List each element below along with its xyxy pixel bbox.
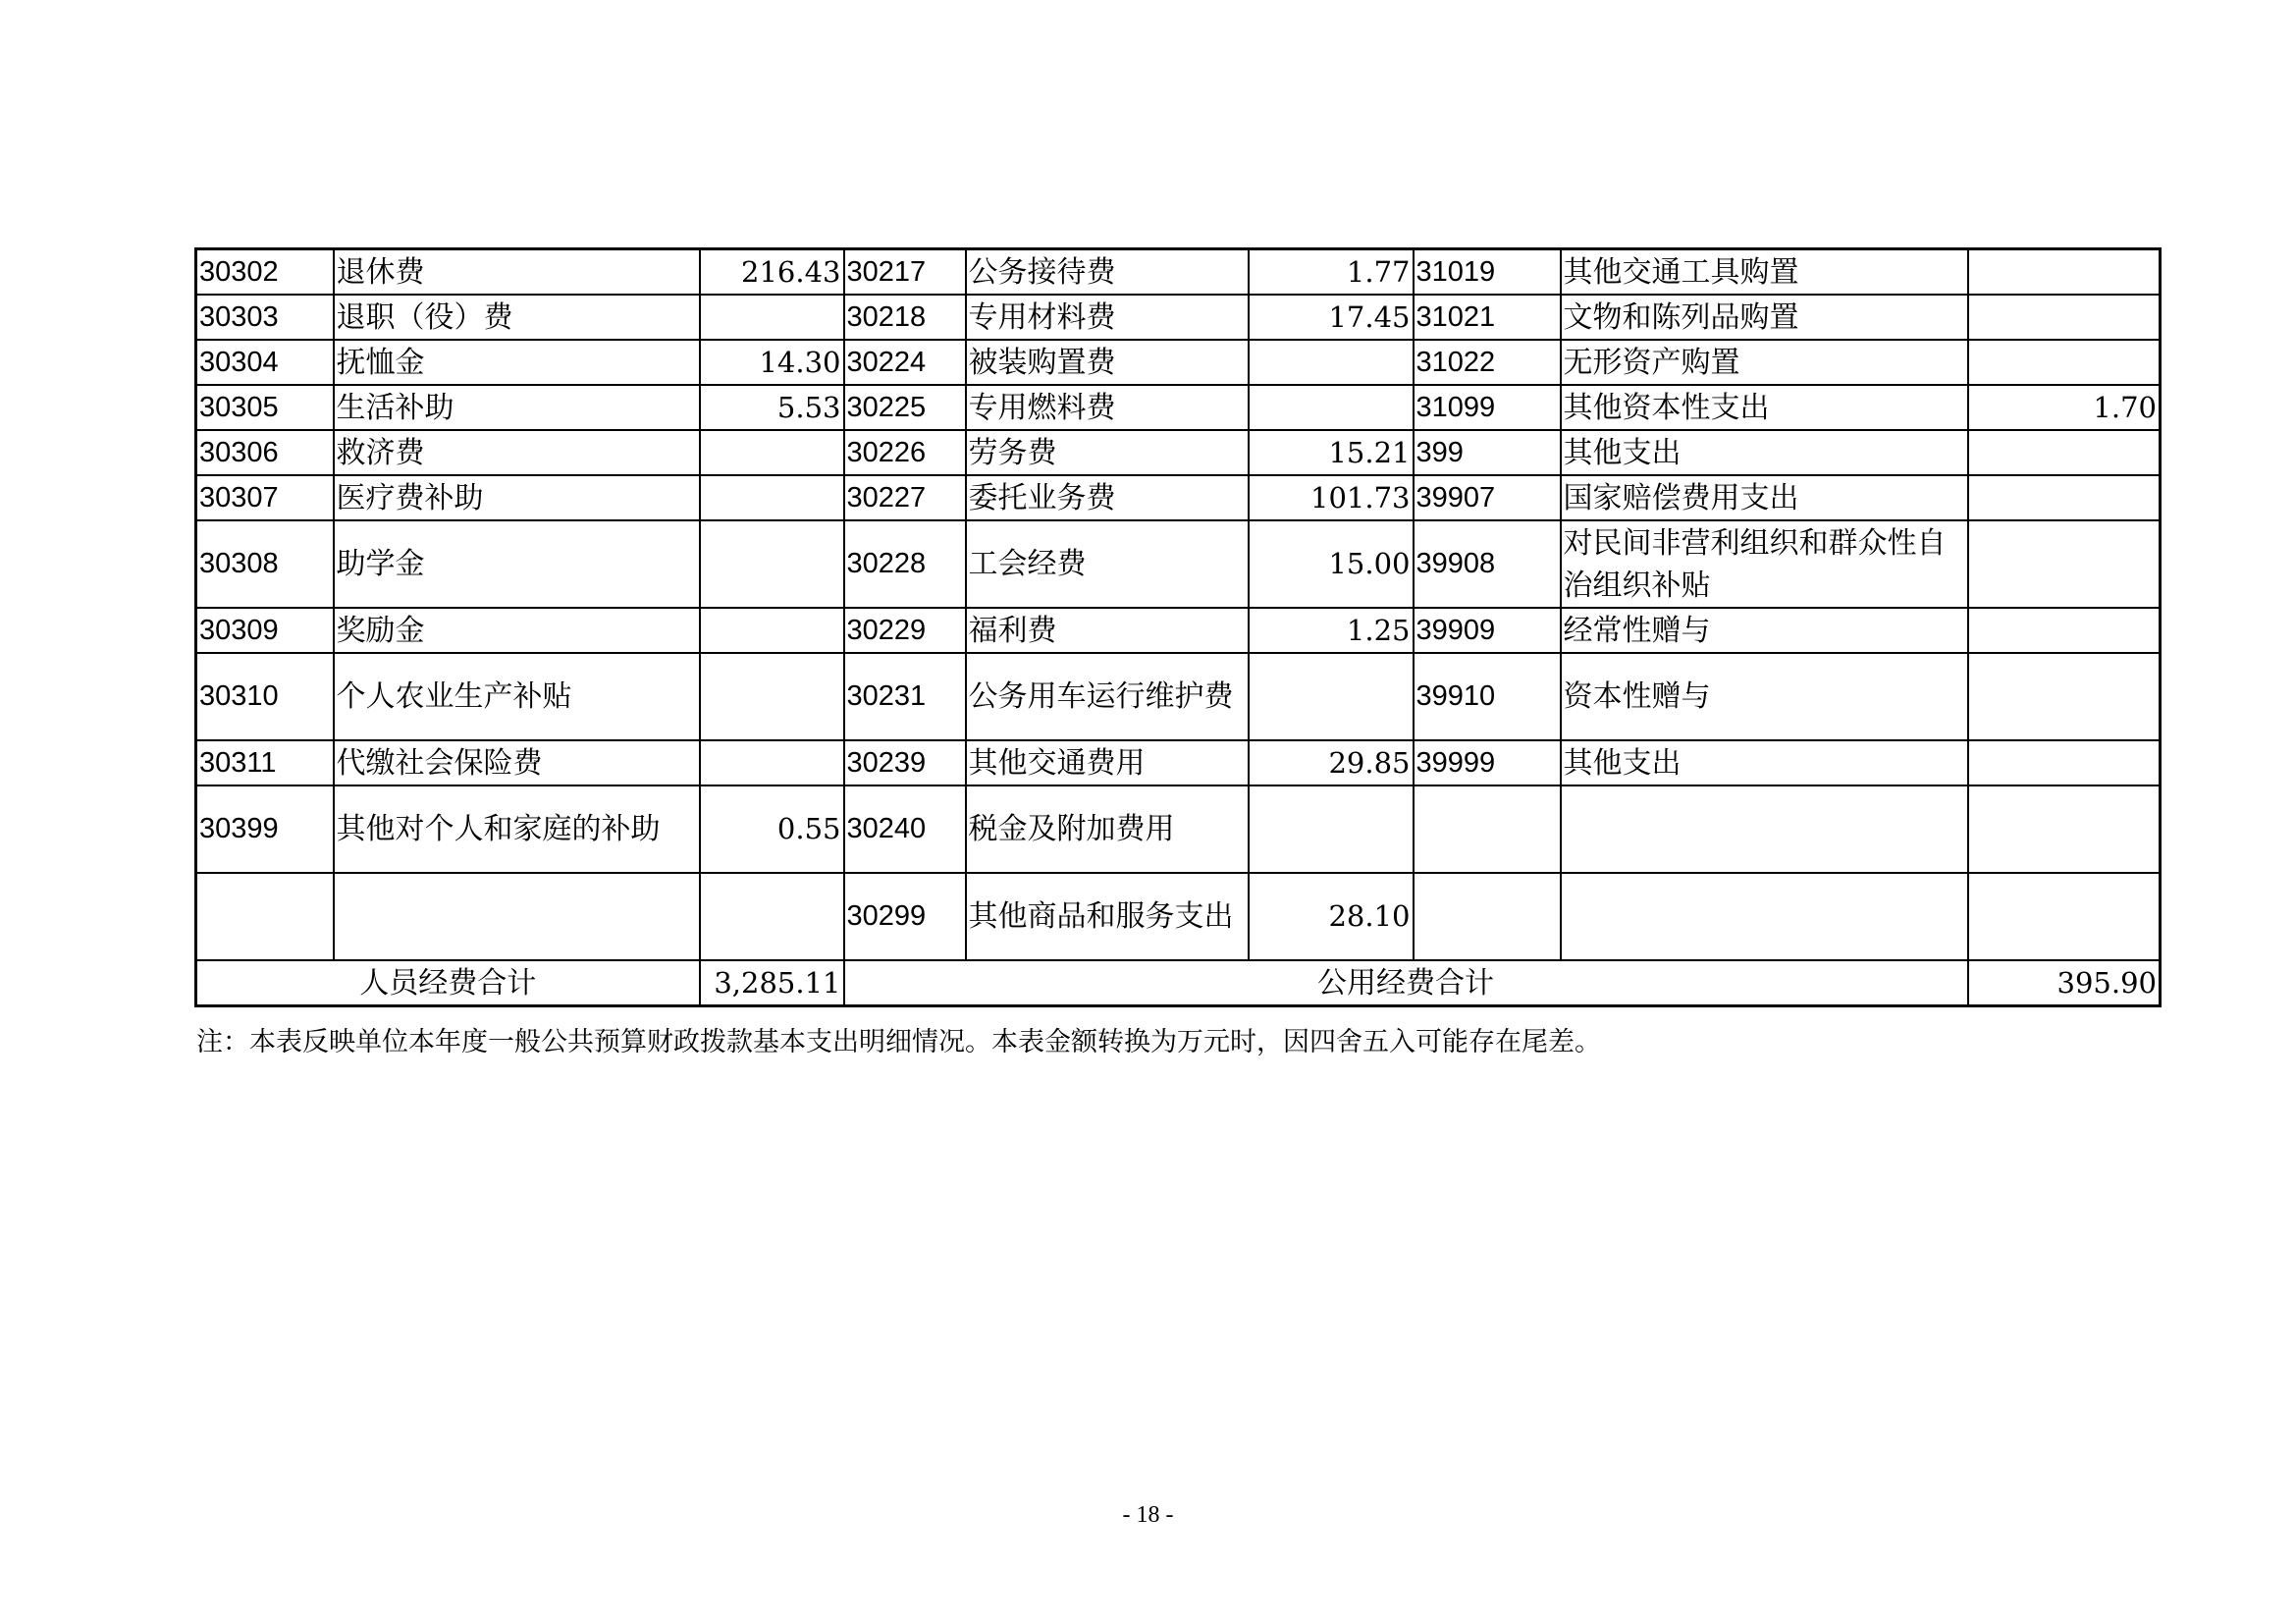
item-name-cell: 个人农业生产补贴 — [334, 653, 700, 740]
code-cell: 30306 — [196, 430, 334, 475]
table-row — [196, 873, 2161, 960]
code-cell: 30218 — [844, 295, 966, 340]
item-name-cell: 税金及附加费用 — [966, 785, 1249, 873]
code-cell: 30224 — [844, 340, 966, 385]
amount-cell — [1968, 873, 2161, 960]
code-cell: 30227 — [844, 475, 966, 520]
item-name-cell: 退休费 — [334, 249, 700, 296]
item-name-cell: 其他资本性支出 — [1561, 385, 1968, 430]
item-name-cell: 退职（役）费 — [334, 295, 700, 340]
amount-cell — [1968, 295, 2161, 340]
amount-cell: 1.77 — [1249, 249, 1414, 296]
table-row — [196, 785, 2161, 873]
item-name-cell: 经常性赠与 — [1561, 608, 1968, 653]
code-cell: 30231 — [844, 653, 966, 740]
amount-cell — [1249, 653, 1414, 740]
totals-row — [196, 960, 2161, 1006]
amount-cell — [700, 295, 844, 340]
item-name-cell — [1561, 873, 1968, 960]
code-cell: 30239 — [844, 740, 966, 785]
item-name-cell: 劳务费 — [966, 430, 1249, 475]
code-cell: 30309 — [196, 608, 334, 653]
amount-cell — [700, 475, 844, 520]
table-row — [196, 653, 2161, 740]
item-name-cell: 其他支出 — [1561, 430, 1968, 475]
table-row — [196, 385, 2161, 430]
code-cell: 39907 — [1414, 475, 1561, 520]
code-cell: 31022 — [1414, 340, 1561, 385]
amount-cell — [1968, 653, 2161, 740]
amount-cell — [1968, 340, 2161, 385]
amount-cell — [1968, 785, 2161, 873]
item-name-cell: 其他交通工具购置 — [1561, 249, 1968, 296]
code-cell — [196, 873, 334, 960]
code-cell: 30303 — [196, 295, 334, 340]
item-name-cell: 被装购置费 — [966, 340, 1249, 385]
amount-cell: 101.73 — [1249, 475, 1414, 520]
item-name-cell: 无形资产购置 — [1561, 340, 1968, 385]
code-cell: 30229 — [844, 608, 966, 653]
code-cell: 30299 — [844, 873, 966, 960]
code-cell: 30226 — [844, 430, 966, 475]
item-name-cell: 助学金 — [334, 520, 700, 608]
amount-cell — [1968, 740, 2161, 785]
item-name-cell: 其他交通费用 — [966, 740, 1249, 785]
code-cell: 39908 — [1414, 520, 1561, 608]
code-cell: 39909 — [1414, 608, 1561, 653]
code-cell: 30305 — [196, 385, 334, 430]
table-row — [196, 249, 2161, 296]
amount-cell — [700, 520, 844, 608]
code-cell: 30217 — [844, 249, 966, 296]
item-name-cell: 抚恤金 — [334, 340, 700, 385]
amount-cell — [1968, 430, 2161, 475]
item-name-cell — [1561, 785, 1968, 873]
amount-cell — [1968, 475, 2161, 520]
amount-cell — [1968, 520, 2161, 608]
code-cell: 30302 — [196, 249, 334, 296]
code-cell: 30307 — [196, 475, 334, 520]
amount-cell — [700, 430, 844, 475]
code-cell: 39910 — [1414, 653, 1561, 740]
item-name-cell: 委托业务费 — [966, 475, 1249, 520]
item-name-cell: 救济费 — [334, 430, 700, 475]
amount-cell — [700, 608, 844, 653]
expenditure-detail-table — [194, 247, 2162, 1007]
page-number: - 18 - — [1122, 1502, 1174, 1528]
item-name-cell: 公务接待费 — [966, 249, 1249, 296]
item-name-cell: 奖励金 — [334, 608, 700, 653]
item-name-cell: 医疗费补助 — [334, 475, 700, 520]
item-name-cell: 福利费 — [966, 608, 1249, 653]
public-total-value: 395.90 — [1968, 960, 2161, 1006]
item-name-cell: 专用燃料费 — [966, 385, 1249, 430]
table-footnote: 注：本表反映单位本年度一般公共预算财政拨款基本支出明细情况。本表金额转换为万元时，因四舍五入可能存在尾差。 — [196, 1027, 1601, 1057]
table-row — [196, 608, 2161, 653]
amount-cell: 14.30 — [700, 340, 844, 385]
code-cell: 30311 — [196, 740, 334, 785]
item-name-cell: 代缴社会保险费 — [334, 740, 700, 785]
amount-cell: 1.70 — [1968, 385, 2161, 430]
amount-cell — [1968, 249, 2161, 296]
code-cell: 31019 — [1414, 249, 1561, 296]
amount-cell: 216.43 — [700, 249, 844, 296]
item-name-cell: 其他对个人和家庭的补助 — [334, 785, 700, 873]
amount-cell: 5.53 — [700, 385, 844, 430]
item-name-cell: 对民间非营利组织和群众性自治组织补贴 — [1561, 520, 1968, 608]
amount-cell — [1249, 340, 1414, 385]
code-cell: 30225 — [844, 385, 966, 430]
code-cell: 39999 — [1414, 740, 1561, 785]
item-name-cell: 文物和陈列品购置 — [1561, 295, 1968, 340]
code-cell: 30308 — [196, 520, 334, 608]
amount-cell — [1968, 608, 2161, 653]
amount-cell — [700, 740, 844, 785]
code-cell: 399 — [1414, 430, 1561, 475]
amount-cell: 29.85 — [1249, 740, 1414, 785]
item-name-cell: 公务用车运行维护费 — [966, 653, 1249, 740]
code-cell: 30240 — [844, 785, 966, 873]
table-row — [196, 340, 2161, 385]
amount-cell — [1249, 385, 1414, 430]
personnel-total-value: 3,285.11 — [700, 960, 844, 1006]
item-name-cell: 生活补助 — [334, 385, 700, 430]
amount-cell: 15.21 — [1249, 430, 1414, 475]
item-name-cell: 工会经费 — [966, 520, 1249, 608]
code-cell: 30304 — [196, 340, 334, 385]
code-cell — [1414, 873, 1561, 960]
amount-cell: 15.00 — [1249, 520, 1414, 608]
item-name-cell: 其他支出 — [1561, 740, 1968, 785]
table-row — [196, 430, 2161, 475]
amount-cell: 17.45 — [1249, 295, 1414, 340]
code-cell — [1414, 785, 1561, 873]
code-cell: 30399 — [196, 785, 334, 873]
public-total-label: 公用经费合计 — [844, 960, 1968, 1006]
table-row — [196, 740, 2161, 785]
amount-cell — [700, 873, 844, 960]
table-row — [196, 520, 2161, 608]
item-name-cell: 其他商品和服务支出 — [966, 873, 1249, 960]
item-name-cell: 专用材料费 — [966, 295, 1249, 340]
code-cell: 30228 — [844, 520, 966, 608]
personnel-total-label: 人员经费合计 — [196, 960, 700, 1006]
amount-cell: 0.55 — [700, 785, 844, 873]
amount-cell: 28.10 — [1249, 873, 1414, 960]
amount-cell — [700, 653, 844, 740]
amount-cell: 1.25 — [1249, 608, 1414, 653]
table-row — [196, 295, 2161, 340]
item-name-cell — [334, 873, 700, 960]
code-cell: 31021 — [1414, 295, 1561, 340]
code-cell: 30310 — [196, 653, 334, 740]
item-name-cell: 资本性赠与 — [1561, 653, 1968, 740]
amount-cell — [1249, 785, 1414, 873]
table-row — [196, 475, 2161, 520]
code-cell: 31099 — [1414, 385, 1561, 430]
item-name-cell: 国家赔偿费用支出 — [1561, 475, 1968, 520]
